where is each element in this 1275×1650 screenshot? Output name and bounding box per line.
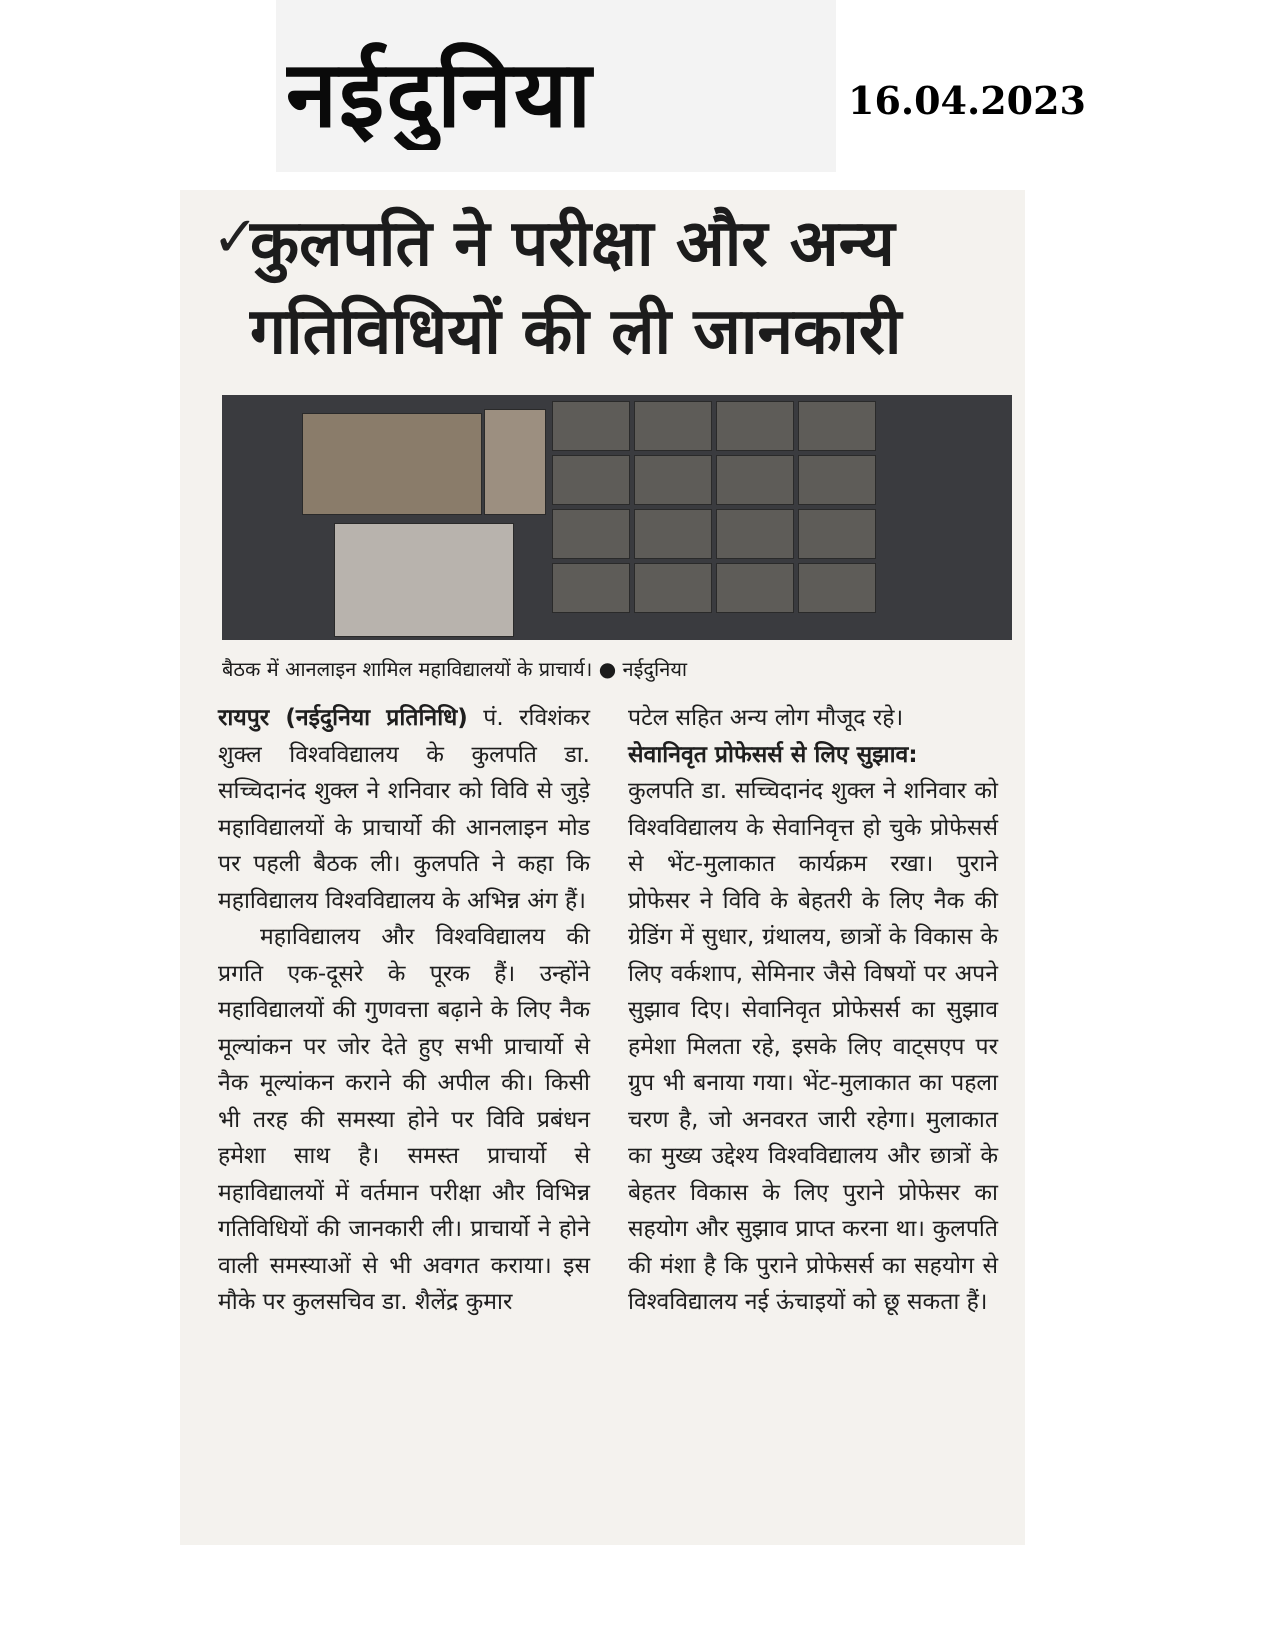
article-column-left (218, 700, 590, 1321)
article-paragraph: कुलपति डा. सच्चिदानंद शुक्ल ने शनिवार को विश्वविद्यालय के सेवानिवृत्त हो चुके प्रोफेसर्स से भेंट-मुलाकात कार्यक्रम रखा। पुराने प्रोफेसर ने विवि के बेहतरी के लिए नैक की ग्रेडिंग में सुधार, ग्रंथालय, छात्रों के विकास के लिए वर्कशाप, सेमिनार जैसे विषयों पर अपने सुझाव दिए। सेवानिवृत प्रोफेसर्स का सुझाव हमेशा मिलता रहे, इसके लिए वाट्सएप पर ग्रुप भी बनाया गया। भेंट-मुलाकात का पहला चरण है, जो अनवरत जारी रहेगा। मुलाकात का मुख्य उद्देश्य विश्वविद्यालय और छात्रों के बेहतर विकास के लिए पुराने प्रोफेसर का सहयोग और सुझाव प्राप्त करना था। कुलपति की मंशा है कि पुराने प्रोफेसर्स का सहयोग से विश्वविद्यालय नई ऊंचाइयों को छू सकता हैं। (628, 778, 998, 1315)
video-tile (798, 401, 876, 451)
article-subheading: सेवानिवृत प्रोफेसर्स से लिए सुझाव: (628, 741, 918, 768)
article-headline (250, 200, 1010, 376)
video-tile (798, 509, 876, 559)
video-tile (716, 563, 794, 613)
video-tile (552, 401, 630, 451)
video-tile (552, 509, 630, 559)
video-tile (716, 401, 794, 451)
video-tile (552, 563, 630, 613)
dateline: रायपुर (नईदुनिया प्रतिनिधि) (218, 705, 468, 731)
video-tile (634, 563, 712, 613)
article-column-right (628, 700, 998, 1321)
video-tile (552, 455, 630, 505)
article-paragraph (218, 700, 590, 919)
video-tile (634, 401, 712, 451)
video-tile (484, 409, 546, 515)
video-tile (634, 509, 712, 559)
video-tile (798, 563, 876, 613)
headline-line-1: कुलपति ने परीक्षा और अन्य (250, 207, 895, 281)
article-paragraph: महाविद्यालय और विश्वविद्यालय की प्रगति एक-दूसरे के पूरक हैं। उन्होंने महाविद्यालयों की गुणवत्ता बढ़ाने के लिए नैक मूल्यांकन पर जोर देते हुए सभी प्राचार्यो से नैक मूल्यांकन कराने की अपील की। किसी भी तरह की समस्या होने पर विवि प्रबंधन हमेशा साथ है। समस्त प्राचार्यो से महाविद्यालयों में वर्तमान परीक्षा और विभिन्न गतिविधियों की जानकारी ली। प्राचार्यो ने होने वाली समस्याओं से भी अवगत कराया। इस मौके पर कुलसचिव डा. शैलेंद्र कुमार (218, 924, 590, 1315)
newspaper-masthead: नईदुनिया (286, 41, 594, 148)
video-tile (334, 523, 514, 637)
meeting-photo (222, 395, 1012, 640)
headline-line-2: गतिविधियों की ली जानकारी (250, 295, 902, 369)
check-mark-icon: ✓ (212, 205, 259, 270)
paragraph-text: पं. रविशंकर शुक्ल विश्वविद्यालय के कुलपति डा. सच्चिदानंद शुक्ल ने शनिवार को विवि से जुड़े महाविद्यालयों के प्राचार्यो की आनलाइन मोड पर पहली बैठक ली। कुलपति ने कहा कि महाविद्यालय विश्वविद्यालय के अभिन्न अंग हैं। (218, 705, 591, 914)
video-tile (798, 455, 876, 505)
video-tile (302, 413, 482, 515)
publication-date: 16.04.2023 (848, 78, 1086, 123)
video-tile (716, 455, 794, 505)
article-paragraph: पटेल सहित अन्य लोग मौजूद रहे। (628, 705, 904, 731)
video-tile (634, 455, 712, 505)
video-tile (716, 509, 794, 559)
photo-caption: बैठक में आनलाइन शामिल महाविद्यालयों के प्राचार्य। ● नईदुनिया (222, 657, 688, 681)
